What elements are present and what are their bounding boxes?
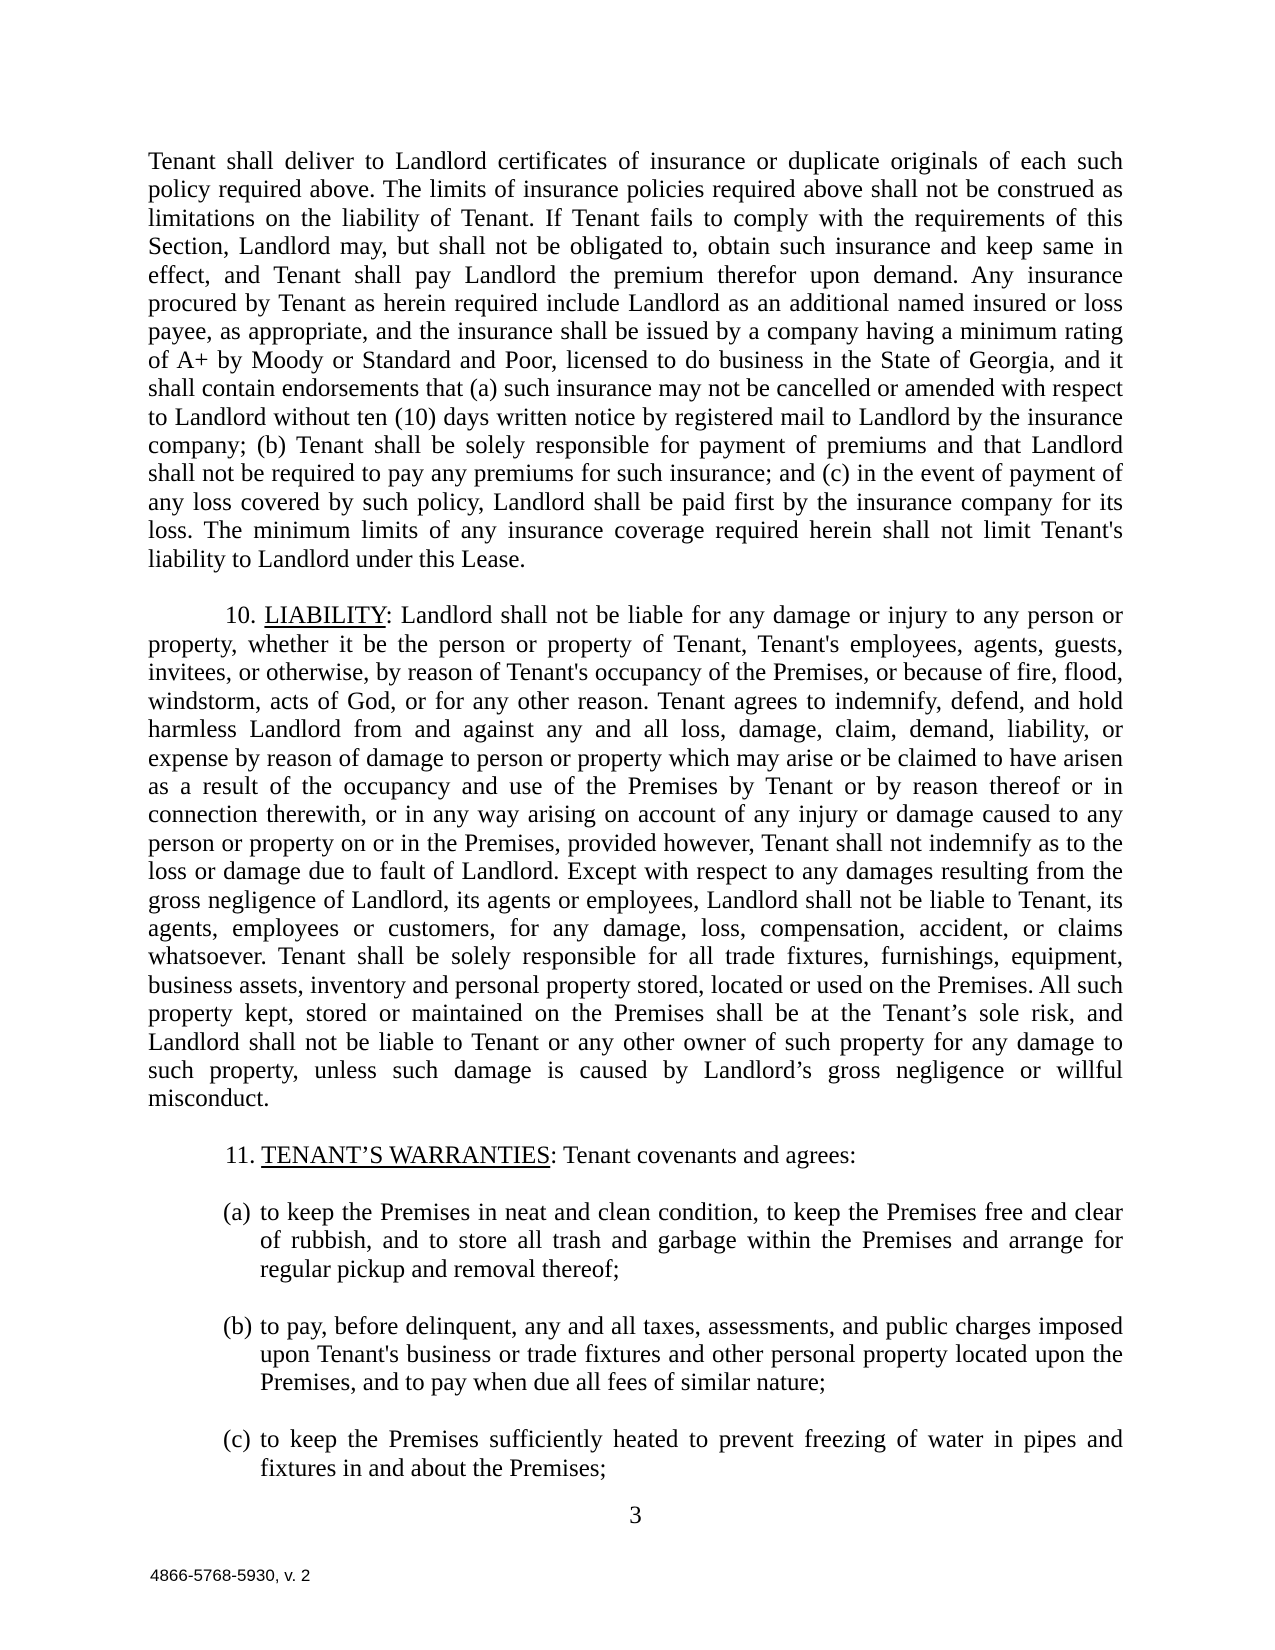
section-10-liability <box>148 602 1123 1113</box>
paragraph-insurance-continuation <box>148 148 1123 574</box>
list-item-c-text: to keep the Premises sufficiently heated to prevent freezing of water in pipes and fixtures in and about the Premises; <box>260 1426 1123 1482</box>
section-11-title: TENANT’S WARRANTIES <box>261 1142 551 1170</box>
list-item-c <box>148 1426 1123 1483</box>
list-item-a <box>148 1199 1123 1284</box>
section-10-text: Landlord shall not be liable for any damage or injury to any person or property, whether it be the person or property of Tenant, Tenant's employees, agents, guests, invitees, or otherwise, by reason of Tenant's occupancy of the Premises, or because of fire, flood, windstorm, acts of God, or for any other reason. Tenant agrees to indemnify, defend, and hold harmless Landlord from and against any and all loss, damage, claim, demand, liability, or expense by reason of damage to person or property which may arise or be claimed to have arisen as a result of the occupancy and use of the Premises by Tenant or by reason thereof or in connection therewith, or in any way arising on account of any injury or damage caused to any person or property on or in the Premises, provided however, Tenant shall not indemnify as to the loss or damage due to fault of Landlord. Except with respect to any damages resulting from the gross negligence of Landlord, its agents or employees, Landlord shall not be liable to Tenant, its agents, employees or customers, for any damage, loss, compensation, accident, or claims whatsoever. Tenant shall be solely responsible for all trade fixtures, furnishings, equipment, business assets, inventory and personal property stored, located or used on the Premises. All such property kept, stored or maintained on the Premises shall be at the Tenant’s sole risk, and Landlord shall not be liable to Tenant or any other owner of such property for any damage to such property, unless such damage is caused by Landlord’s gross negligence or willful misconduct. <box>148 602 1124 1113</box>
section-10-separator: : <box>385 602 401 630</box>
list-item-a-marker: (a) <box>223 1198 251 1226</box>
section-11-text: Tenant covenants and agrees: <box>563 1142 857 1170</box>
list-item-b <box>148 1313 1123 1398</box>
section-10-number: 10. <box>225 602 265 630</box>
list-item-b-text: to pay, before delinquent, any and all taxes, assessments, and public charges imposed upon Tenant's business or trade fixtures and other personal property located upon the Premises, and to pay when due all fees of similar nature; <box>260 1312 1123 1397</box>
paragraph-insurance-text: Tenant shall deliver to Landlord certificates of insurance or duplicate originals of each such policy required above. The limits of insurance policies required above shall not be construed as limitations on the liability of Tenant. If Tenant fails to comply with the requirements of this Section, Landlord may, but shall not be obligated to, obtain such insurance and keep same in effect, and Tenant shall pay Landlord the premium therefor upon demand. Any insurance procured by Tenant as herein required include Landlord as an additional named insured or loss payee, as appropriate, and the insurance shall be issued by a company having a minimum rating of A+ by Moody or Standard and Poor, licensed to do business in the State of Georgia, and it shall contain endorsements that (a) such insurance may not be cancelled or amended with respect to Landlord without ten (10) days written notice by registered mail to Landlord by the insurance company; (b) Tenant shall be solely responsible for payment of premiums and that Landlord shall not be required to pay any premiums for such insurance; and (c) in the event of payment of any loss covered by such policy, Landlord shall be paid first by the insurance company for its loss. The minimum limits of any insurance coverage required herein shall not limit Tenant's liability to Landlord under this Lease. <box>148 148 1123 573</box>
document-reference-footer: 4866-5768-5930, v. 2 <box>150 1566 311 1585</box>
list-item-b-marker: (b) <box>223 1312 253 1340</box>
list-item-a-text: to keep the Premises in neat and clean condition, to keep the Premises free and clear of rubbish, and to store all trash and garbage within the Premises and arrange for regular pickup and removal thereof; <box>260 1198 1123 1283</box>
list-item-c-marker: (c) <box>223 1426 251 1454</box>
section-11-separator: : <box>550 1142 563 1170</box>
section-10-title: LIABILITY <box>264 602 386 630</box>
section-11-number: 11. <box>225 1142 262 1170</box>
document-body <box>148 148 1123 1511</box>
page-number: 3 <box>629 1502 642 1529</box>
section-11-tenants-warranties <box>148 1142 1123 1170</box>
